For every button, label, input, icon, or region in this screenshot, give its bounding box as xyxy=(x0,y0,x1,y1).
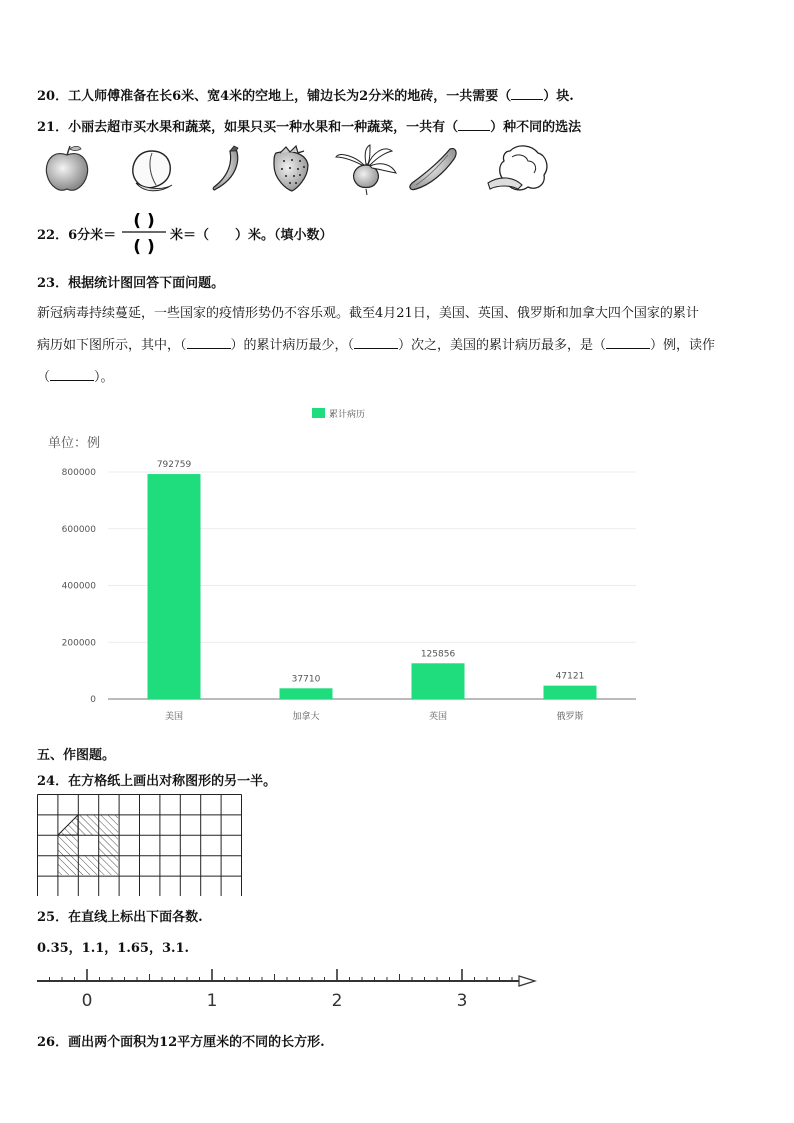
answer-blank[interactable] xyxy=(354,348,398,349)
number-line-label: 0 xyxy=(81,991,93,1011)
fraction-denominator[interactable]: ( ) xyxy=(133,237,155,257)
bar-value-label: 37710 xyxy=(291,674,321,685)
question-25: 25．在直线上标出下面各数. xyxy=(37,910,203,925)
number-line[interactable] xyxy=(37,964,537,1012)
answer-blank[interactable] xyxy=(50,380,94,381)
unit-label: 单位：例 xyxy=(48,436,101,451)
question-25-numbers: 0.35，1.1，1.65，3.1. xyxy=(37,941,190,956)
question-26: 26．画出两个面积为12平方厘米的不同的长方形. xyxy=(37,1035,325,1050)
chart-legend xyxy=(312,408,365,420)
radish-icon xyxy=(336,145,396,195)
number-line-label: 2 xyxy=(331,991,343,1011)
number-line-label: 3 xyxy=(456,991,468,1011)
x-tick-label: 美国 xyxy=(164,712,184,722)
x-tick-label: 俄罗斯 xyxy=(556,712,584,722)
bar xyxy=(148,474,201,699)
question-22-rest: 米＝（ ）米。（填小数） xyxy=(170,228,333,243)
question-23-line-3: （ ）。 xyxy=(37,370,114,385)
question-22-prefix: 22．6分米＝ xyxy=(37,228,117,243)
y-tick-label: 400000 xyxy=(61,581,96,592)
question-23-title: 23．根据统计图回答下面问题。 xyxy=(37,276,225,291)
question-23-line-2: 病历如下图所示，其中，（ ）的累计病历最少，（ ）次之，美国的累计病历最多，是（ ）例，读作 xyxy=(37,338,716,353)
x-tick-label: 加拿大 xyxy=(292,712,320,722)
legend-swatch xyxy=(312,408,325,418)
number-line-label: 1 xyxy=(206,991,218,1011)
answer-blank[interactable] xyxy=(606,348,650,349)
y-tick-label: 800000 xyxy=(61,468,96,478)
fraction-blank[interactable] xyxy=(118,208,170,258)
hatched-half-figure xyxy=(58,815,118,875)
banana-icon xyxy=(213,146,238,190)
question-21: 21．小丽去超市买水果和蔬菜，如果只买一种水果和一种蔬菜，一共有（ ）种不同的选法 xyxy=(37,120,582,135)
legend-label: 累计病历 xyxy=(329,410,366,420)
bar xyxy=(412,663,465,699)
answer-blank[interactable] xyxy=(187,348,231,349)
bar-value-label: 47121 xyxy=(555,671,585,682)
bar-chart xyxy=(40,395,650,735)
bar xyxy=(280,688,333,699)
answer-blank[interactable] xyxy=(458,130,490,131)
cucumber-icon xyxy=(410,149,456,190)
y-tick-label: 200000 xyxy=(61,638,96,649)
question-24: 24．在方格纸上画出对称图形的另一半。 xyxy=(37,774,277,789)
section-5-title: 五、作图题。 xyxy=(37,748,116,763)
y-tick-label: 0 xyxy=(90,695,96,705)
x-tick-label: 英国 xyxy=(428,712,448,722)
peach-icon xyxy=(133,151,172,191)
fruit-vegetable-images xyxy=(40,143,550,195)
answer-blank[interactable] xyxy=(511,99,543,100)
y-tick-label: 600000 xyxy=(61,524,96,535)
square-grid-paper[interactable] xyxy=(37,794,243,896)
question-23-line-1: 新冠病毒持续蔓延，一些国家的疫情形势仍不容乐观。截至4月21日，美国、英国、俄罗斯和加拿大四个国家的累计 xyxy=(37,306,699,321)
question-20: 20．工人师傅准备在长6米、宽4米的空地上，铺边长为2分米的地砖，一共需要（ ）块. xyxy=(37,89,574,104)
arrow-icon xyxy=(519,976,535,986)
bar xyxy=(544,686,597,699)
apple-icon xyxy=(46,146,87,190)
fraction-numerator[interactable]: ( ) xyxy=(133,211,155,231)
strawberry-icon xyxy=(274,146,308,191)
bar-value-label: 125856 xyxy=(420,649,456,660)
cabbage-icon xyxy=(488,146,547,190)
bar-value-label: 792759 xyxy=(156,460,192,471)
